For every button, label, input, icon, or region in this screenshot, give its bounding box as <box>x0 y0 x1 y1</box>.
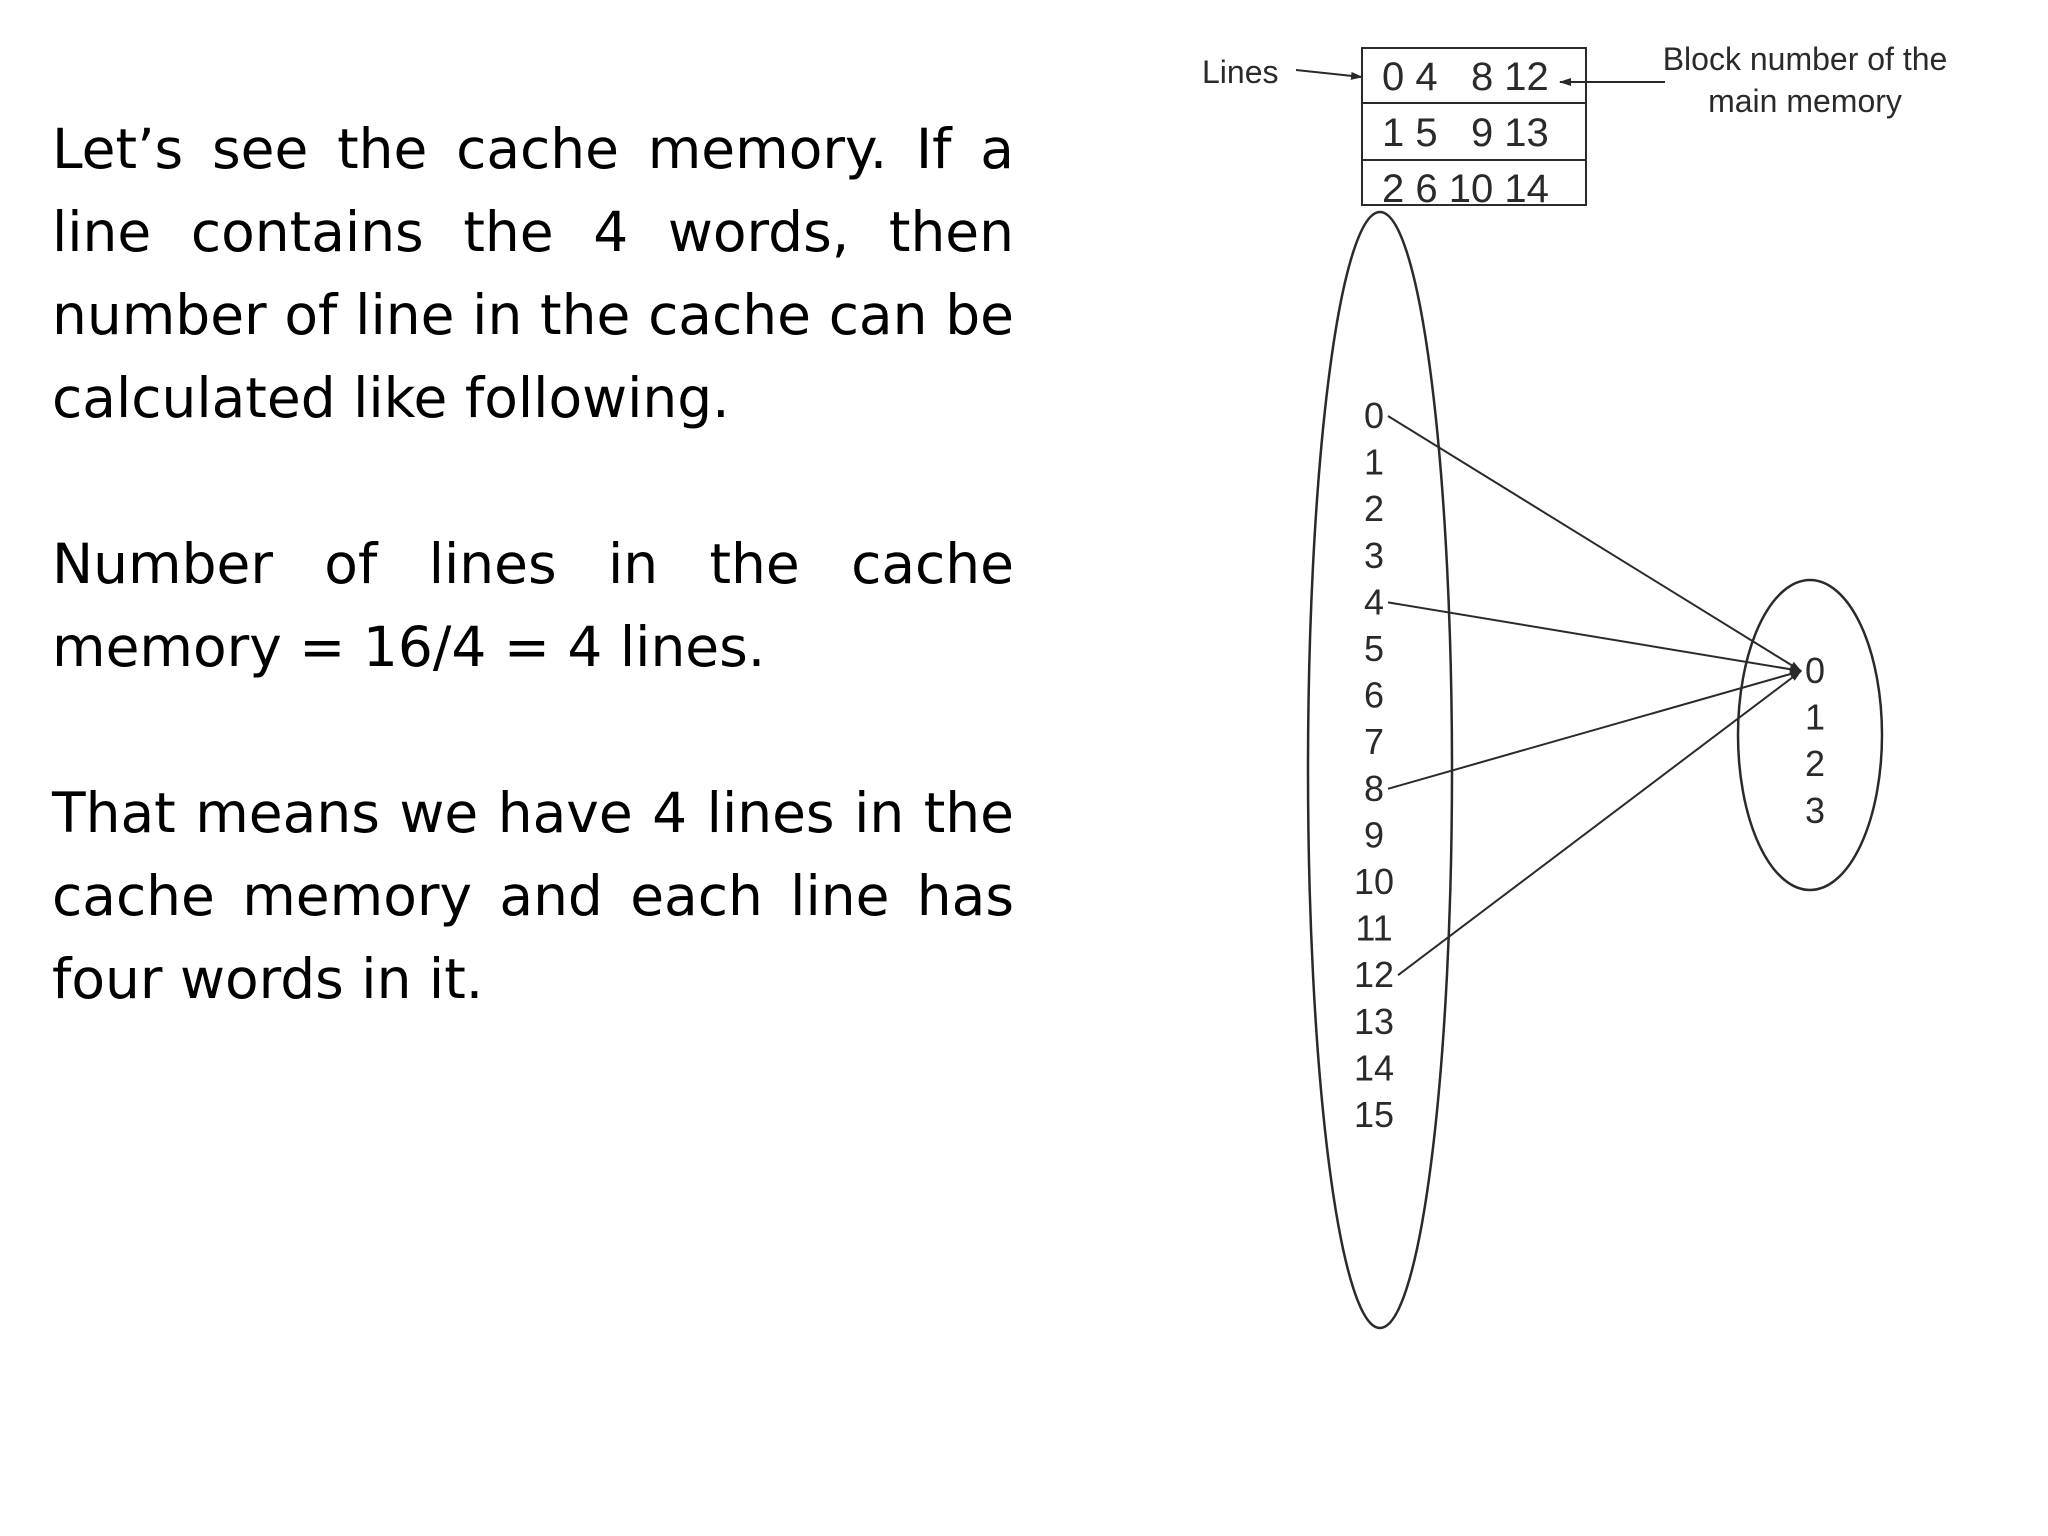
cache-lines-table <box>1350 48 1600 226</box>
table-row-0: 0 4 8 12 <box>1382 55 1549 99</box>
lines-arrow <box>1296 70 1362 77</box>
main-memory-block-label: 2 <box>1363 488 1385 530</box>
cache-line-label: 0 <box>1804 650 1826 691</box>
main-memory-block-label: 14 <box>1353 1047 1395 1089</box>
main-memory-block-label: 15 <box>1353 1094 1395 1135</box>
paragraph-line-count: Number of lines in the cache memory = 16/4 = 4 lines. <box>52 532 1014 679</box>
cache-line-label: 2 <box>1804 743 1826 785</box>
cache-lines <box>1805 650 1825 831</box>
lines-annotation <box>1202 54 1362 90</box>
mapping-arrow <box>1398 671 1801 975</box>
main-memory-block-label: 1 <box>1363 441 1385 483</box>
main-memory-block-label: 5 <box>1363 628 1385 669</box>
cache-line-label: 3 <box>1804 789 1826 831</box>
main-memory-block-label: 0 <box>1363 395 1385 436</box>
table-row-2: 2 6 10 14 <box>1382 167 1549 211</box>
main-memory-block-label: 12 <box>1353 954 1395 996</box>
main-memory-block-label: 6 <box>1363 674 1385 716</box>
block-label-line1: Block number of the <box>1662 41 1948 77</box>
main-memory-block-label: 7 <box>1363 721 1385 763</box>
main-memory-block-label: 9 <box>1363 814 1385 856</box>
main-memory-block-label: 4 <box>1363 581 1385 623</box>
table-row-1: 1 5 9 13 <box>1382 111 1549 155</box>
paragraph-intro: Let’s see the cache memory. If a line contains the 4 words, then number of line in the cache can be calculated like following. <box>52 117 1014 430</box>
main-memory-block-label: 8 <box>1363 767 1385 809</box>
main-memory-blocks <box>1354 395 1394 1135</box>
cache-line-label: 1 <box>1804 696 1826 738</box>
main-memory-block-label: 13 <box>1353 1000 1395 1042</box>
block-number-annotation <box>1560 41 1947 119</box>
main-memory-block-label: 11 <box>1355 907 1393 949</box>
main-memory-block-label: 10 <box>1353 861 1395 902</box>
main-memory-block-label: 3 <box>1363 534 1385 576</box>
block-label-line2: main memory <box>1708 83 1902 119</box>
lines-label: Lines <box>1202 54 1279 90</box>
paragraph-conclusion: That means we have 4 lines in the cache memory and each line has four words in it. <box>52 781 1014 1011</box>
